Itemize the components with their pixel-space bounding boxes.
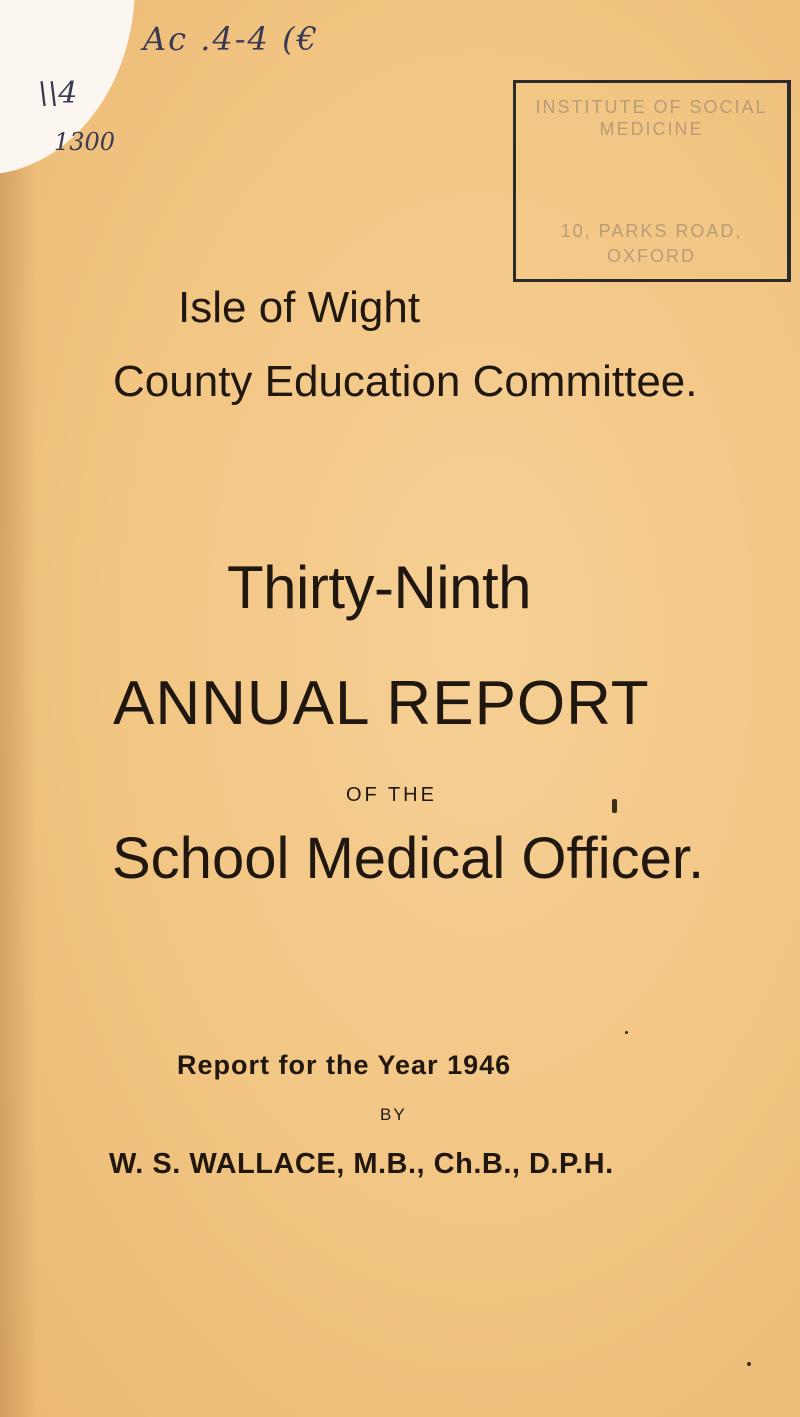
stamp-line-address: 10, PARKS ROAD, — [560, 221, 743, 241]
officer-title: School Medical Officer. — [112, 826, 705, 891]
handwritten-number-left: 1300 — [54, 128, 116, 156]
ink-speck — [747, 1362, 751, 1366]
handwritten-note-left: \\4 — [38, 76, 78, 111]
report-year-line: Report for the Year 1946 — [177, 1050, 512, 1080]
stamp-line-medicine: MEDICINE — [599, 119, 704, 139]
location-heading: Isle of Wight — [178, 283, 421, 332]
report-title: ANNUAL REPORT — [113, 669, 650, 738]
report-ordinal: Thirty-Ninth — [227, 554, 532, 621]
paper-edge-shadow — [0, 0, 38, 1417]
stamp-line-city: OXFORD — [606, 246, 696, 266]
of-the-caption: OF THE — [346, 784, 437, 806]
ink-speck — [625, 1031, 628, 1034]
stamp-line-institute: INSTITUTE OF SOCIAL — [535, 97, 768, 117]
library-stamp — [513, 80, 791, 282]
ink-speck — [612, 799, 617, 813]
by-caption: BY — [380, 1105, 407, 1124]
committee-heading: County Education Committee. — [113, 357, 698, 406]
handwritten-shelf-mark: Ac .4-4 (€ — [143, 20, 319, 58]
author-credentials: W. S. WALLACE, M.B., Ch.B., D.P.H. — [109, 1148, 614, 1180]
